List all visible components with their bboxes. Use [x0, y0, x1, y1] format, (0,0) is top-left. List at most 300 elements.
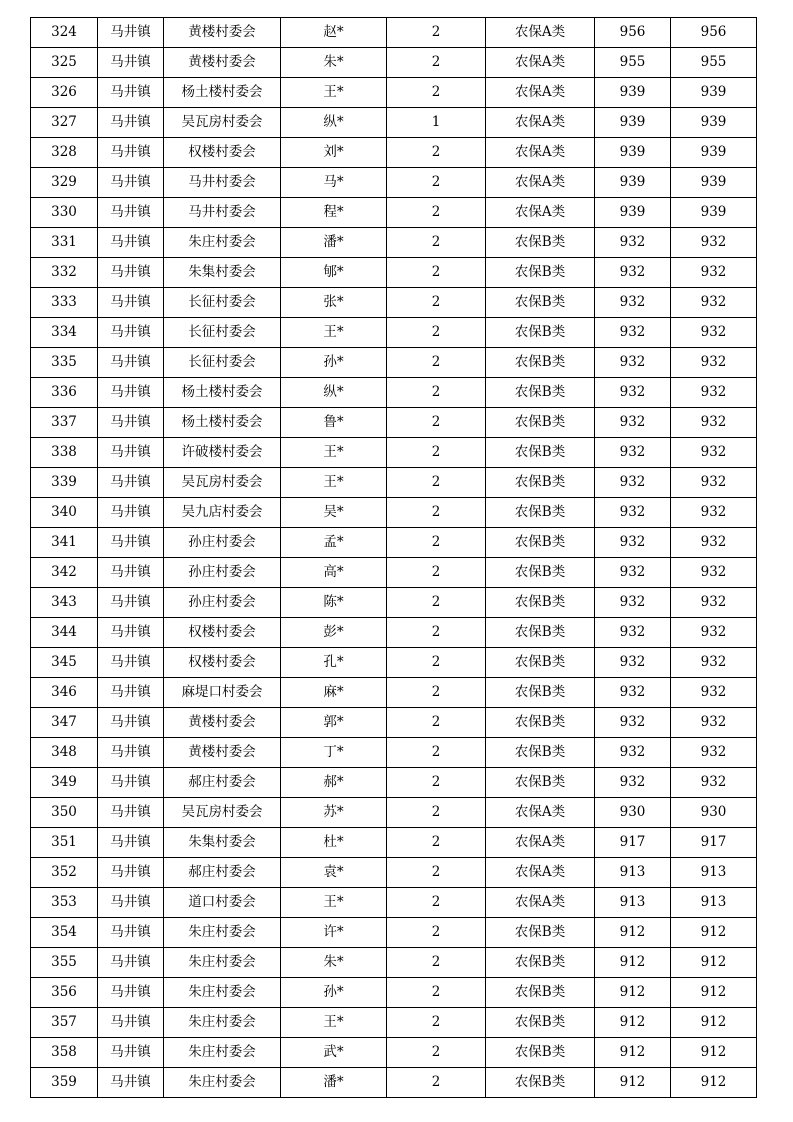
village-committee-cell: 吴瓦房村委会 [164, 108, 281, 138]
village-committee-cell: 孙庄村委会 [164, 528, 281, 558]
village-committee-cell: 权楼村委会 [164, 138, 281, 168]
insurance-type-cell: 农保A类 [486, 198, 595, 228]
count-cell: 2 [387, 168, 486, 198]
name-cell: 孙* [281, 348, 387, 378]
count-cell: 2 [387, 348, 486, 378]
table-row [31, 258, 757, 288]
name-cell: 赵* [281, 18, 387, 48]
town-cell: 马井镇 [98, 588, 164, 618]
town-cell: 马井镇 [98, 828, 164, 858]
amount-cell: 932 [595, 738, 671, 768]
total-amount-cell: 932 [671, 738, 757, 768]
insurance-type-cell: 农保B类 [486, 528, 595, 558]
insurance-type-cell: 农保B类 [486, 378, 595, 408]
total-amount-cell: 939 [671, 198, 757, 228]
insurance-type-cell: 农保B类 [486, 468, 595, 498]
amount-cell: 932 [595, 468, 671, 498]
insurance-type-cell: 农保B类 [486, 918, 595, 948]
village-committee-cell: 长征村委会 [164, 288, 281, 318]
village-committee-cell: 朱集村委会 [164, 258, 281, 288]
count-cell: 2 [387, 1068, 486, 1098]
table-row [31, 528, 757, 558]
total-amount-cell: 932 [671, 528, 757, 558]
name-cell: 武* [281, 1038, 387, 1068]
town-cell: 马井镇 [98, 948, 164, 978]
row-number-cell: 358 [31, 1038, 98, 1068]
total-amount-cell: 932 [671, 318, 757, 348]
count-cell: 2 [387, 1038, 486, 1068]
total-amount-cell: 939 [671, 108, 757, 138]
total-amount-cell: 912 [671, 978, 757, 1008]
total-amount-cell: 932 [671, 258, 757, 288]
total-amount-cell: 932 [671, 768, 757, 798]
count-cell: 2 [387, 708, 486, 738]
town-cell: 马井镇 [98, 918, 164, 948]
amount-cell: 913 [595, 888, 671, 918]
town-cell: 马井镇 [98, 198, 164, 228]
count-cell: 2 [387, 258, 486, 288]
village-committee-cell: 朱庄村委会 [164, 1008, 281, 1038]
amount-cell: 939 [595, 138, 671, 168]
name-cell: 张* [281, 288, 387, 318]
town-cell: 马井镇 [98, 258, 164, 288]
count-cell: 2 [387, 528, 486, 558]
row-number-cell: 336 [31, 378, 98, 408]
total-amount-cell: 932 [671, 228, 757, 258]
town-cell: 马井镇 [98, 888, 164, 918]
village-committee-cell: 马井村委会 [164, 198, 281, 228]
total-amount-cell: 939 [671, 78, 757, 108]
village-committee-cell: 黄楼村委会 [164, 738, 281, 768]
insurance-type-cell: 农保B类 [486, 1068, 595, 1098]
amount-cell: 932 [595, 708, 671, 738]
count-cell: 2 [387, 888, 486, 918]
table-row [31, 798, 757, 828]
table-row [31, 378, 757, 408]
row-number-cell: 341 [31, 528, 98, 558]
town-cell: 马井镇 [98, 168, 164, 198]
row-number-cell: 337 [31, 408, 98, 438]
village-committee-cell: 许破楼村委会 [164, 438, 281, 468]
village-committee-cell: 朱庄村委会 [164, 228, 281, 258]
name-cell: 孔* [281, 648, 387, 678]
row-number-cell: 324 [31, 18, 98, 48]
count-cell: 1 [387, 108, 486, 138]
name-cell: 吴* [281, 498, 387, 528]
town-cell: 马井镇 [98, 678, 164, 708]
village-committee-cell: 吴九店村委会 [164, 498, 281, 528]
total-amount-cell: 932 [671, 468, 757, 498]
insurance-type-cell: 农保B类 [486, 588, 595, 618]
name-cell: 潘* [281, 1068, 387, 1098]
name-cell: 彭* [281, 618, 387, 648]
total-amount-cell: 912 [671, 1068, 757, 1098]
town-cell: 马井镇 [98, 978, 164, 1008]
name-cell: 许* [281, 918, 387, 948]
amount-cell: 939 [595, 168, 671, 198]
amount-cell: 932 [595, 258, 671, 288]
village-committee-cell: 朱庄村委会 [164, 978, 281, 1008]
table-row [31, 408, 757, 438]
town-cell: 马井镇 [98, 138, 164, 168]
table-row [31, 198, 757, 228]
total-amount-cell: 912 [671, 948, 757, 978]
count-cell: 2 [387, 438, 486, 468]
row-number-cell: 326 [31, 78, 98, 108]
count-cell: 2 [387, 288, 486, 318]
name-cell: 纵* [281, 378, 387, 408]
total-amount-cell: 912 [671, 1038, 757, 1068]
insurance-type-cell: 农保B类 [486, 708, 595, 738]
name-cell: 王* [281, 438, 387, 468]
insurance-type-cell: 农保B类 [486, 438, 595, 468]
town-cell: 马井镇 [98, 738, 164, 768]
village-committee-cell: 杨土楼村委会 [164, 78, 281, 108]
amount-cell: 912 [595, 1038, 671, 1068]
row-number-cell: 345 [31, 648, 98, 678]
table-row [31, 618, 757, 648]
insurance-type-cell: 农保B类 [486, 348, 595, 378]
name-cell: 孙* [281, 978, 387, 1008]
total-amount-cell: 932 [671, 678, 757, 708]
count-cell: 2 [387, 468, 486, 498]
town-cell: 马井镇 [98, 228, 164, 258]
table-row [31, 588, 757, 618]
total-amount-cell: 932 [671, 408, 757, 438]
amount-cell: 939 [595, 108, 671, 138]
town-cell: 马井镇 [98, 768, 164, 798]
village-committee-cell: 黄楼村委会 [164, 708, 281, 738]
amount-cell: 912 [595, 948, 671, 978]
total-amount-cell: 932 [671, 588, 757, 618]
village-committee-cell: 朱集村委会 [164, 828, 281, 858]
village-committee-cell: 马井村委会 [164, 168, 281, 198]
row-number-cell: 353 [31, 888, 98, 918]
town-cell: 马井镇 [98, 18, 164, 48]
amount-cell: 930 [595, 798, 671, 828]
amount-cell: 939 [595, 78, 671, 108]
insurance-type-cell: 农保B类 [486, 768, 595, 798]
total-amount-cell: 917 [671, 828, 757, 858]
amount-cell: 917 [595, 828, 671, 858]
row-number-cell: 335 [31, 348, 98, 378]
count-cell: 2 [387, 408, 486, 438]
table-row [31, 168, 757, 198]
row-number-cell: 330 [31, 198, 98, 228]
insurance-type-cell: 农保B类 [486, 678, 595, 708]
row-number-cell: 329 [31, 168, 98, 198]
row-number-cell: 325 [31, 48, 98, 78]
insurance-type-cell: 农保B类 [486, 978, 595, 1008]
total-amount-cell: 932 [671, 288, 757, 318]
table-row [31, 288, 757, 318]
village-committee-cell: 麻堤口村委会 [164, 678, 281, 708]
total-amount-cell: 913 [671, 888, 757, 918]
insurance-type-cell: 农保B类 [486, 228, 595, 258]
row-number-cell: 349 [31, 768, 98, 798]
insurance-type-cell: 农保B类 [486, 558, 595, 588]
village-committee-cell: 孙庄村委会 [164, 558, 281, 588]
row-number-cell: 359 [31, 1068, 98, 1098]
name-cell: 杜* [281, 828, 387, 858]
insurance-type-cell: 农保A类 [486, 108, 595, 138]
table-row [31, 888, 757, 918]
town-cell: 马井镇 [98, 108, 164, 138]
total-amount-cell: 932 [671, 348, 757, 378]
amount-cell: 932 [595, 498, 671, 528]
count-cell: 2 [387, 798, 486, 828]
row-number-cell: 348 [31, 738, 98, 768]
row-number-cell: 331 [31, 228, 98, 258]
town-cell: 马井镇 [98, 468, 164, 498]
count-cell: 2 [387, 1008, 486, 1038]
amount-cell: 932 [595, 288, 671, 318]
insurance-type-cell: 农保A类 [486, 168, 595, 198]
name-cell: 高* [281, 558, 387, 588]
insurance-type-cell: 农保B类 [486, 1038, 595, 1068]
insurance-type-cell: 农保B类 [486, 498, 595, 528]
row-number-cell: 350 [31, 798, 98, 828]
name-cell: 鲁* [281, 408, 387, 438]
village-committee-cell: 权楼村委会 [164, 618, 281, 648]
count-cell: 2 [387, 138, 486, 168]
insurance-type-cell: 农保B类 [486, 288, 595, 318]
town-cell: 马井镇 [98, 528, 164, 558]
total-amount-cell: 932 [671, 378, 757, 408]
count-cell: 2 [387, 948, 486, 978]
village-committee-cell: 吴瓦房村委会 [164, 468, 281, 498]
row-number-cell: 357 [31, 1008, 98, 1038]
table-row [31, 498, 757, 528]
village-committee-cell: 权楼村委会 [164, 648, 281, 678]
table-row [31, 348, 757, 378]
total-amount-cell: 955 [671, 48, 757, 78]
amount-cell: 956 [595, 18, 671, 48]
name-cell: 马* [281, 168, 387, 198]
row-number-cell: 356 [31, 978, 98, 1008]
insurance-type-cell: 农保A类 [486, 888, 595, 918]
name-cell: 程* [281, 198, 387, 228]
count-cell: 2 [387, 498, 486, 528]
amount-cell: 932 [595, 768, 671, 798]
count-cell: 2 [387, 78, 486, 108]
row-number-cell: 346 [31, 678, 98, 708]
table-row [31, 558, 757, 588]
table-row [31, 1038, 757, 1068]
total-amount-cell: 930 [671, 798, 757, 828]
amount-cell: 932 [595, 678, 671, 708]
town-cell: 马井镇 [98, 318, 164, 348]
count-cell: 2 [387, 918, 486, 948]
total-amount-cell: 912 [671, 918, 757, 948]
count-cell: 2 [387, 558, 486, 588]
count-cell: 2 [387, 318, 486, 348]
town-cell: 马井镇 [98, 798, 164, 828]
village-committee-cell: 长征村委会 [164, 318, 281, 348]
table-row [31, 708, 757, 738]
count-cell: 2 [387, 828, 486, 858]
table-row [31, 78, 757, 108]
town-cell: 马井镇 [98, 708, 164, 738]
row-number-cell: 338 [31, 438, 98, 468]
row-number-cell: 347 [31, 708, 98, 738]
benefit-list-table [30, 17, 757, 1098]
row-number-cell: 352 [31, 858, 98, 888]
insurance-type-cell: 农保B类 [486, 948, 595, 978]
town-cell: 马井镇 [98, 498, 164, 528]
total-amount-cell: 932 [671, 438, 757, 468]
insurance-type-cell: 农保B类 [486, 1008, 595, 1038]
village-committee-cell: 朱庄村委会 [164, 1038, 281, 1068]
count-cell: 2 [387, 588, 486, 618]
row-number-cell: 333 [31, 288, 98, 318]
name-cell: 纵* [281, 108, 387, 138]
table-row [31, 228, 757, 258]
name-cell: 陈* [281, 588, 387, 618]
amount-cell: 932 [595, 588, 671, 618]
table-row [31, 48, 757, 78]
table-row [31, 828, 757, 858]
name-cell: 孟* [281, 528, 387, 558]
amount-cell: 913 [595, 858, 671, 888]
village-committee-cell: 道口村委会 [164, 888, 281, 918]
amount-cell: 932 [595, 648, 671, 678]
row-number-cell: 351 [31, 828, 98, 858]
village-committee-cell: 黄楼村委会 [164, 18, 281, 48]
insurance-type-cell: 农保B类 [486, 618, 595, 648]
total-amount-cell: 939 [671, 168, 757, 198]
town-cell: 马井镇 [98, 48, 164, 78]
table-row [31, 138, 757, 168]
insurance-type-cell: 农保A类 [486, 798, 595, 828]
village-committee-cell: 朱庄村委会 [164, 918, 281, 948]
village-committee-cell: 长征村委会 [164, 348, 281, 378]
town-cell: 马井镇 [98, 408, 164, 438]
town-cell: 马井镇 [98, 1068, 164, 1098]
row-number-cell: 328 [31, 138, 98, 168]
name-cell: 王* [281, 78, 387, 108]
count-cell: 2 [387, 18, 486, 48]
table-row [31, 318, 757, 348]
count-cell: 2 [387, 978, 486, 1008]
count-cell: 2 [387, 648, 486, 678]
insurance-type-cell: 农保A类 [486, 858, 595, 888]
village-committee-cell: 郝庄村委会 [164, 768, 281, 798]
row-number-cell: 342 [31, 558, 98, 588]
table-row [31, 948, 757, 978]
amount-cell: 912 [595, 978, 671, 1008]
amount-cell: 912 [595, 918, 671, 948]
row-number-cell: 340 [31, 498, 98, 528]
total-amount-cell: 932 [671, 558, 757, 588]
table-row [31, 1008, 757, 1038]
village-committee-cell: 孙庄村委会 [164, 588, 281, 618]
table-row [31, 648, 757, 678]
total-amount-cell: 932 [671, 648, 757, 678]
village-committee-cell: 黄楼村委会 [164, 48, 281, 78]
village-committee-cell: 杨土楼村委会 [164, 378, 281, 408]
town-cell: 马井镇 [98, 378, 164, 408]
amount-cell: 932 [595, 528, 671, 558]
town-cell: 马井镇 [98, 348, 164, 378]
name-cell: 苏* [281, 798, 387, 828]
amount-cell: 932 [595, 348, 671, 378]
amount-cell: 912 [595, 1008, 671, 1038]
name-cell: 王* [281, 888, 387, 918]
table-row [31, 918, 757, 948]
table-row [31, 678, 757, 708]
name-cell: 袁* [281, 858, 387, 888]
amount-cell: 932 [595, 228, 671, 258]
village-committee-cell: 朱庄村委会 [164, 1068, 281, 1098]
count-cell: 2 [387, 378, 486, 408]
table-row [31, 978, 757, 1008]
count-cell: 2 [387, 678, 486, 708]
insurance-type-cell: 农保B类 [486, 318, 595, 348]
insurance-type-cell: 农保A类 [486, 78, 595, 108]
name-cell: 朱* [281, 948, 387, 978]
count-cell: 2 [387, 738, 486, 768]
total-amount-cell: 939 [671, 138, 757, 168]
table-row [31, 768, 757, 798]
count-cell: 2 [387, 198, 486, 228]
total-amount-cell: 932 [671, 498, 757, 528]
row-number-cell: 343 [31, 588, 98, 618]
village-committee-cell: 朱庄村委会 [164, 948, 281, 978]
table-row [31, 738, 757, 768]
town-cell: 马井镇 [98, 558, 164, 588]
amount-cell: 932 [595, 408, 671, 438]
name-cell: 麻* [281, 678, 387, 708]
insurance-type-cell: 农保B类 [486, 738, 595, 768]
insurance-type-cell: 农保A类 [486, 48, 595, 78]
count-cell: 2 [387, 768, 486, 798]
amount-cell: 912 [595, 1068, 671, 1098]
name-cell: 丁* [281, 738, 387, 768]
insurance-type-cell: 农保A类 [486, 828, 595, 858]
name-cell: 刘* [281, 138, 387, 168]
count-cell: 2 [387, 858, 486, 888]
amount-cell: 932 [595, 378, 671, 408]
town-cell: 马井镇 [98, 438, 164, 468]
count-cell: 2 [387, 228, 486, 258]
insurance-type-cell: 农保B类 [486, 258, 595, 288]
row-number-cell: 334 [31, 318, 98, 348]
town-cell: 马井镇 [98, 78, 164, 108]
row-number-cell: 327 [31, 108, 98, 138]
count-cell: 2 [387, 48, 486, 78]
village-committee-cell: 郝庄村委会 [164, 858, 281, 888]
table-row [31, 18, 757, 48]
total-amount-cell: 932 [671, 708, 757, 738]
town-cell: 马井镇 [98, 1008, 164, 1038]
total-amount-cell: 913 [671, 858, 757, 888]
name-cell: 郭* [281, 708, 387, 738]
town-cell: 马井镇 [98, 858, 164, 888]
name-cell: 王* [281, 1008, 387, 1038]
name-cell: 王* [281, 468, 387, 498]
name-cell: 郝* [281, 768, 387, 798]
insurance-type-cell: 农保A类 [486, 18, 595, 48]
table-row [31, 1068, 757, 1098]
amount-cell: 932 [595, 318, 671, 348]
name-cell: 王* [281, 318, 387, 348]
name-cell: 潘* [281, 228, 387, 258]
insurance-type-cell: 农保A类 [486, 138, 595, 168]
amount-cell: 932 [595, 558, 671, 588]
name-cell: 朱* [281, 48, 387, 78]
row-number-cell: 332 [31, 258, 98, 288]
